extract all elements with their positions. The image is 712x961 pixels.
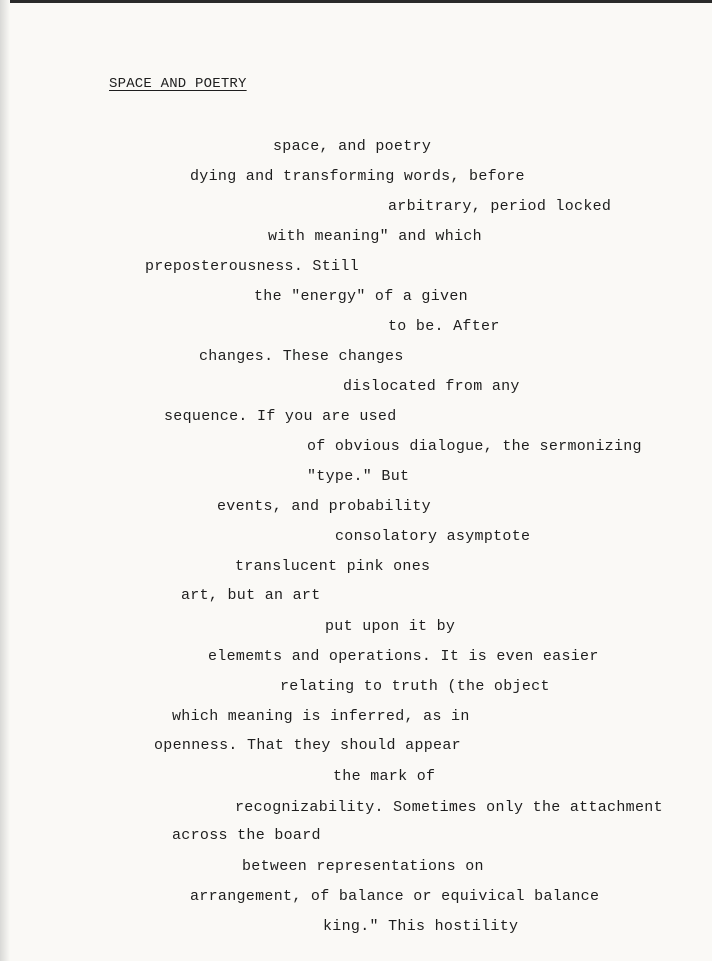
text-line: "type." But	[307, 468, 410, 485]
text-line: consolatory asymptote	[335, 528, 531, 545]
text-line: relating to truth (the object	[280, 678, 550, 695]
text-line: events, and probability	[217, 498, 431, 515]
text-line: to be. After	[388, 318, 500, 335]
text-line: which meaning is inferred, as in	[172, 708, 470, 725]
text-line: put upon it by	[325, 618, 456, 635]
text-line: art, but an art	[181, 587, 321, 604]
text-line: dislocated from any	[343, 378, 520, 395]
text-line: dying and transforming words, before	[190, 168, 525, 185]
page-title: SPACE AND POETRY	[109, 76, 247, 92]
page-left-shadow	[0, 0, 10, 961]
text-line: space, and poetry	[273, 138, 432, 155]
page-top-edge	[0, 0, 712, 3]
text-line: between representations on	[242, 858, 484, 875]
text-line: sequence. If you are used	[164, 408, 397, 425]
text-line: arrangement, of balance or equivical balance	[190, 888, 600, 905]
text-line: recognizability. Sometimes only the attachment	[235, 799, 663, 816]
text-line: across the board	[172, 827, 321, 844]
text-line: openness. That they should appear	[154, 737, 461, 754]
text-line: of obvious dialogue, the sermonizing	[307, 438, 642, 455]
text-line: preposterousness. Still	[145, 258, 359, 275]
text-line: king." This hostility	[323, 918, 519, 935]
text-line: the mark of	[333, 768, 436, 785]
text-line: arbitrary, period locked	[388, 198, 612, 215]
text-line: the "energy" of a given	[254, 288, 468, 305]
text-line: changes. These changes	[199, 348, 404, 365]
text-line: elememts and operations. It is even easier	[208, 648, 599, 665]
text-line: with meaning" and which	[268, 228, 482, 245]
text-line: translucent pink ones	[235, 558, 431, 575]
